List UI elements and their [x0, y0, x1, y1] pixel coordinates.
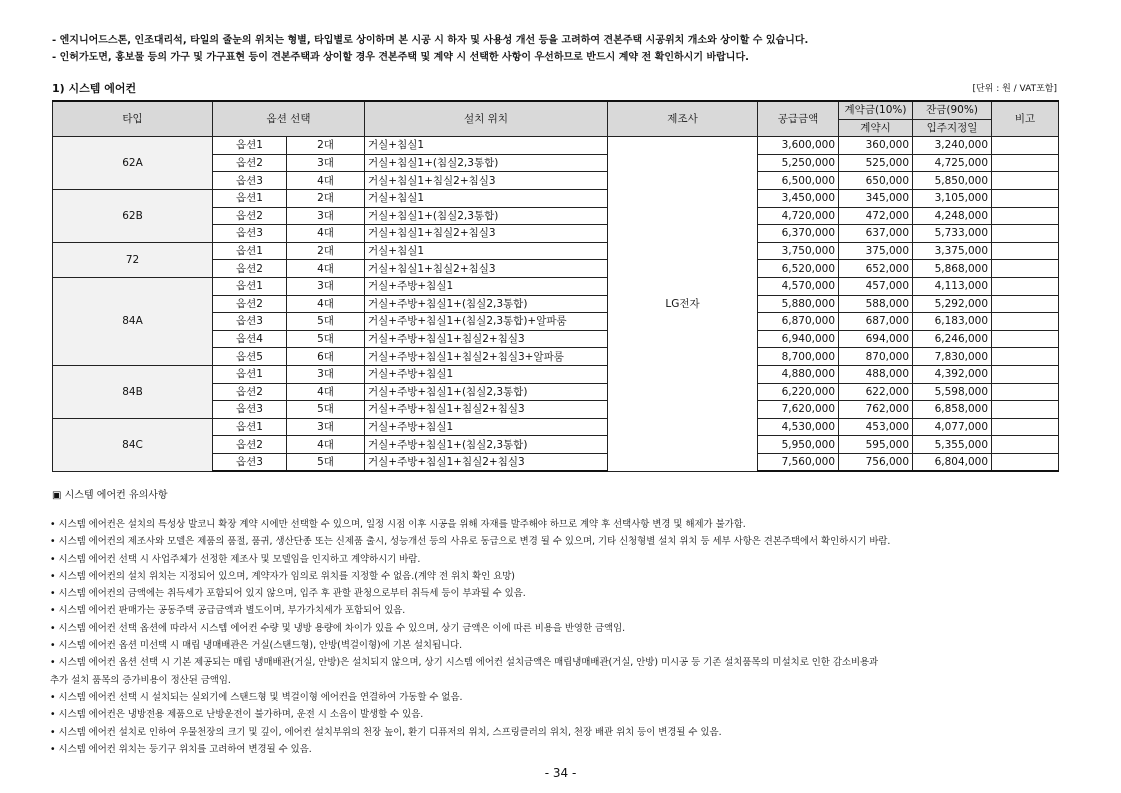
- header-maker: 제조사: [608, 101, 758, 137]
- deposit-cell: 345,000: [839, 189, 913, 207]
- balance-cell: 4,725,000: [913, 154, 992, 172]
- balance-cell: 3,240,000: [913, 137, 992, 155]
- option-cell: 옵션3: [213, 172, 287, 190]
- units-cell: 5대: [287, 313, 365, 331]
- note-cell: [992, 330, 1059, 348]
- note-cell: [992, 154, 1059, 172]
- units-cell: 3대: [287, 154, 365, 172]
- caution-item: • 시스템 에어컨 선택 시 사업주체가 선정한 제조사 및 모델임을 인지하고 계약하시기 바람.: [50, 553, 421, 565]
- header-type: 타입: [53, 101, 213, 137]
- location-cell: 거실+침실1+침실2+침실3: [365, 172, 608, 190]
- location-cell: 거실+침실1: [365, 189, 608, 207]
- deposit-cell: 762,000: [839, 401, 913, 419]
- supply-cell: 3,450,000: [758, 189, 839, 207]
- option-cell: 옵션4: [213, 330, 287, 348]
- note-cell: [992, 401, 1059, 419]
- balance-cell: 6,858,000: [913, 401, 992, 419]
- top-notes: [52, 32, 808, 66]
- caution-item: • 시스템 에어컨 옵션 선택 시 기본 제공되는 매립 냉매배관(거실, 안방)은 설치되지 않으며, 상기 시스템 에어컨 설치금액은 매립냉매배관(거실, 안방) 미시공 등 기존 설치품목의 미설치로 인한 감소비용과: [50, 657, 879, 669]
- units-cell: 2대: [287, 242, 365, 260]
- note-cell: [992, 313, 1059, 331]
- balance-cell: 5,355,000: [913, 436, 992, 454]
- supply-cell: 8,700,000: [758, 348, 839, 366]
- deposit-cell: 595,000: [839, 436, 913, 454]
- table-row: [53, 242, 1059, 260]
- location-cell: 거실+침실1+침실2+침실3: [365, 260, 608, 278]
- top-note: - 엔지니어드스톤, 인조대리석, 타일의 줄눈의 위치는 형별, 타입별로 상이하며 본 시공 시 하자 및 사용성 개선 등을 고려하여 견본주택 시공위치 개소와 상이할 수 있습니다.: [52, 35, 809, 46]
- balance-cell: 3,105,000: [913, 189, 992, 207]
- units-cell: 3대: [287, 418, 365, 436]
- type-cell: 84A: [53, 277, 213, 365]
- deposit-cell: 360,000: [839, 137, 913, 155]
- caution-item: • 시스템 에어컨 선택 옵션에 따라서 시스템 에어컨 수량 및 냉방 용량에 차이가 있을 수 있으며, 상기 금액은 이에 따른 비용을 반영한 금액임.: [50, 622, 626, 634]
- option-cell: 옵션1: [213, 242, 287, 260]
- caution-item: • 시스템 에어컨의 제조사와 모델은 제품의 품절, 품귀, 생산단종 또는 신제품 출시, 성능개선 등의 사유로 동급으로 변경 될 수 있으며, 기타 신청형별 설치 위치 등 세부 사항은 견본주택에서 확인하시기 바람.: [50, 536, 891, 548]
- note-cell: [992, 172, 1059, 190]
- option-cell: 옵션5: [213, 348, 287, 366]
- supply-cell: 4,720,000: [758, 207, 839, 225]
- caution-item: • 시스템 에어컨 위치는 등기구 위치를 고려하여 변경될 수 있음.: [50, 743, 312, 755]
- note-cell: [992, 295, 1059, 313]
- location-cell: 거실+주방+침실1+침실2+침실3: [365, 401, 608, 419]
- table-row: [53, 418, 1059, 436]
- option-cell: 옵션1: [213, 418, 287, 436]
- top-note: - 인허가도면, 홍보물 등의 가구 및 가구표현 등이 견본주택과 상이할 경우 견본주택 및 계약 시 선택한 사항이 우선하므로 반드시 계약 전 확인하시기 바랍니다.: [52, 52, 749, 63]
- deposit-cell: 375,000: [839, 242, 913, 260]
- caution-item: • 시스템 에어컨 설치로 인하여 우물천장의 크기 및 깊이, 에어컨 설치부위의 천장 높이, 환기 디퓨저의 위치, 스프링클러의 위치, 천장 배관 위치 등이 변경될 수 있음.: [50, 726, 722, 738]
- deposit-cell: 525,000: [839, 154, 913, 172]
- units-cell: 2대: [287, 189, 365, 207]
- caution-item: • 시스템 에어컨 선택 시 설치되는 실외기에 스탠드형 및 벽걸이형 에어컨을 연결하여 가동할 수 없음.: [50, 691, 463, 703]
- units-cell: 4대: [287, 436, 365, 454]
- supply-cell: 5,250,000: [758, 154, 839, 172]
- option-cell: 옵션3: [213, 453, 287, 471]
- cautions-title: ▣ 시스템 에어컨 유의사항: [52, 490, 168, 501]
- option-cell: 옵션2: [213, 436, 287, 454]
- option-cell: 옵션2: [213, 260, 287, 278]
- location-cell: 거실+주방+침실1+(침실2,3통합): [365, 295, 608, 313]
- header-note: 비고: [992, 101, 1059, 137]
- supply-cell: 4,530,000: [758, 418, 839, 436]
- table-body: [53, 137, 1059, 472]
- header-supply: 공급금액: [758, 101, 839, 137]
- note-cell: [992, 260, 1059, 278]
- unit-note: [단위 : 원 / VAT포함]: [972, 84, 1057, 94]
- deposit-cell: 472,000: [839, 207, 913, 225]
- note-cell: [992, 225, 1059, 243]
- note-cell: [992, 137, 1059, 155]
- type-cell: 62A: [53, 137, 213, 190]
- units-cell: 3대: [287, 207, 365, 225]
- supply-cell: 6,870,000: [758, 313, 839, 331]
- location-cell: 거실+주방+침실1+침실2+침실3: [365, 330, 608, 348]
- type-cell: 72: [53, 242, 213, 277]
- option-cell: 옵션1: [213, 365, 287, 383]
- location-cell: 거실+주방+침실1+(침실2,3통합): [365, 383, 608, 401]
- deposit-cell: 588,000: [839, 295, 913, 313]
- supply-cell: 6,500,000: [758, 172, 839, 190]
- note-cell: [992, 207, 1059, 225]
- note-cell: [992, 436, 1059, 454]
- supply-cell: 6,520,000: [758, 260, 839, 278]
- option-cell: 옵션1: [213, 189, 287, 207]
- type-cell: 62B: [53, 189, 213, 242]
- deposit-cell: 457,000: [839, 277, 913, 295]
- supply-cell: 4,570,000: [758, 277, 839, 295]
- location-cell: 거실+주방+침실1+침실2+침실3+알파룸: [365, 348, 608, 366]
- option-cell: 옵션2: [213, 154, 287, 172]
- note-cell: [992, 348, 1059, 366]
- note-cell: [992, 418, 1059, 436]
- deposit-cell: 488,000: [839, 365, 913, 383]
- caution-item: • 시스템 에어컨 판매가는 공동주택 공급금액과 별도이며, 부가가치세가 포함되어 있음.: [50, 605, 406, 617]
- deposit-cell: 687,000: [839, 313, 913, 331]
- units-cell: 3대: [287, 365, 365, 383]
- supply-cell: 5,950,000: [758, 436, 839, 454]
- option-cell: 옵션2: [213, 383, 287, 401]
- location-cell: 거실+주방+침실1: [365, 277, 608, 295]
- balance-cell: 4,113,000: [913, 277, 992, 295]
- location-cell: 거실+침실1+(침실2,3통합): [365, 154, 608, 172]
- page-number: - 34 -: [544, 766, 577, 780]
- balance-cell: 6,183,000: [913, 313, 992, 331]
- units-cell: 5대: [287, 453, 365, 471]
- units-cell: 4대: [287, 383, 365, 401]
- option-cell: 옵션2: [213, 207, 287, 225]
- caution-item: • 시스템 에어컨의 금액에는 취득세가 포함되어 있지 않으며, 입주 후 관할 관청으로부터 취득세 등이 부과될 수 있음.: [50, 588, 526, 600]
- type-cell: 84B: [53, 365, 213, 418]
- header-location: 설치 위치: [365, 101, 608, 137]
- deposit-cell: 622,000: [839, 383, 913, 401]
- table-row: [53, 137, 1059, 155]
- table-header: [53, 101, 1059, 137]
- header-deposit: 계약금(10%): [839, 101, 913, 119]
- units-cell: 4대: [287, 295, 365, 313]
- location-cell: 거실+주방+침실1+(침실2,3통합): [365, 436, 608, 454]
- deposit-cell: 652,000: [839, 260, 913, 278]
- location-cell: 거실+주방+침실1+(침실2,3통합)+알파룸: [365, 313, 608, 331]
- deposit-cell: 650,000: [839, 172, 913, 190]
- balance-cell: 5,598,000: [913, 383, 992, 401]
- location-cell: 거실+침실1+침실2+침실3: [365, 225, 608, 243]
- supply-cell: 5,880,000: [758, 295, 839, 313]
- type-cell: 84C: [53, 418, 213, 471]
- option-cell: 옵션1: [213, 137, 287, 155]
- balance-cell: 4,248,000: [913, 207, 992, 225]
- location-cell: 거실+침실1: [365, 242, 608, 260]
- balance-cell: 4,077,000: [913, 418, 992, 436]
- balance-cell: 6,246,000: [913, 330, 992, 348]
- note-cell: [992, 277, 1059, 295]
- supply-cell: 7,560,000: [758, 453, 839, 471]
- balance-cell: 4,392,000: [913, 365, 992, 383]
- balance-cell: 5,733,000: [913, 225, 992, 243]
- units-cell: 3대: [287, 277, 365, 295]
- deposit-cell: 870,000: [839, 348, 913, 366]
- note-cell: [992, 453, 1059, 471]
- option-cell: 옵션2: [213, 295, 287, 313]
- location-cell: 거실+주방+침실1+침실2+침실3: [365, 453, 608, 471]
- supply-cell: 3,750,000: [758, 242, 839, 260]
- location-cell: 거실+침실1: [365, 137, 608, 155]
- table-row: [53, 277, 1059, 295]
- balance-cell: 3,375,000: [913, 242, 992, 260]
- units-cell: 5대: [287, 330, 365, 348]
- table-row: [53, 365, 1059, 383]
- header-balance-sub: 입주지정일: [913, 119, 992, 137]
- units-cell: 4대: [287, 172, 365, 190]
- caution-item: • 시스템 에어컨 옵션 미선택 시 매립 냉매배관은 거실(스탠드형), 안방(벽걸이형)에 기본 설치됩니다.: [50, 640, 463, 652]
- units-cell: 2대: [287, 137, 365, 155]
- location-cell: 거실+주방+침실1: [365, 365, 608, 383]
- note-cell: [992, 365, 1059, 383]
- section-title: 1) 시스템 에어컨: [52, 82, 137, 95]
- note-cell: [992, 242, 1059, 260]
- supply-cell: 3,600,000: [758, 137, 839, 155]
- maker-cell: LG전자: [608, 137, 758, 472]
- deposit-cell: 694,000: [839, 330, 913, 348]
- caution-item: • 시스템 에어컨은 냉방전용 제품으로 난방운전이 불가하며, 운전 시 소음이 발생할 수 있음.: [50, 709, 424, 721]
- header-balance: 잔금(90%): [913, 101, 992, 119]
- header-deposit-sub: 계약시: [839, 119, 913, 137]
- option-cell: 옵션3: [213, 225, 287, 243]
- balance-cell: 5,850,000: [913, 172, 992, 190]
- location-cell: 거실+침실1+(침실2,3통합): [365, 207, 608, 225]
- deposit-cell: 637,000: [839, 225, 913, 243]
- units-cell: 4대: [287, 225, 365, 243]
- units-cell: 5대: [287, 401, 365, 419]
- note-cell: [992, 383, 1059, 401]
- balance-cell: 7,830,000: [913, 348, 992, 366]
- supply-cell: 6,940,000: [758, 330, 839, 348]
- option-cell: 옵션3: [213, 313, 287, 331]
- table-row: [53, 189, 1059, 207]
- units-cell: 6대: [287, 348, 365, 366]
- supply-cell: 6,370,000: [758, 225, 839, 243]
- balance-cell: 5,292,000: [913, 295, 992, 313]
- location-cell: 거실+주방+침실1: [365, 418, 608, 436]
- balance-cell: 6,804,000: [913, 453, 992, 471]
- caution-item: 추가 설치 품목의 증가비용이 정산된 금액임.: [50, 674, 231, 686]
- deposit-cell: 453,000: [839, 418, 913, 436]
- option-cell: 옵션3: [213, 401, 287, 419]
- cautions-list: [50, 516, 890, 758]
- aircon-option-table: [52, 100, 1059, 472]
- supply-cell: 7,620,000: [758, 401, 839, 419]
- note-cell: [992, 189, 1059, 207]
- balance-cell: 5,868,000: [913, 260, 992, 278]
- deposit-cell: 756,000: [839, 453, 913, 471]
- caution-item: • 시스템 에어컨은 설치의 특성상 발코니 확장 계약 시에만 선택할 수 있으며, 일정 시점 이후 시공을 위해 자재를 발주해야 하므로 계약 후 선택사항 변경 및 해제가 불가함.: [50, 519, 746, 530]
- supply-cell: 4,880,000: [758, 365, 839, 383]
- supply-cell: 6,220,000: [758, 383, 839, 401]
- header-option: 옵션 선택: [213, 101, 365, 137]
- option-cell: 옵션1: [213, 277, 287, 295]
- caution-item: • 시스템 에어컨의 설치 위치는 지정되어 있으며, 계약자가 임의로 위치를 지정할 수 없음.(계약 전 위치 확인 요망): [50, 570, 515, 582]
- units-cell: 4대: [287, 260, 365, 278]
